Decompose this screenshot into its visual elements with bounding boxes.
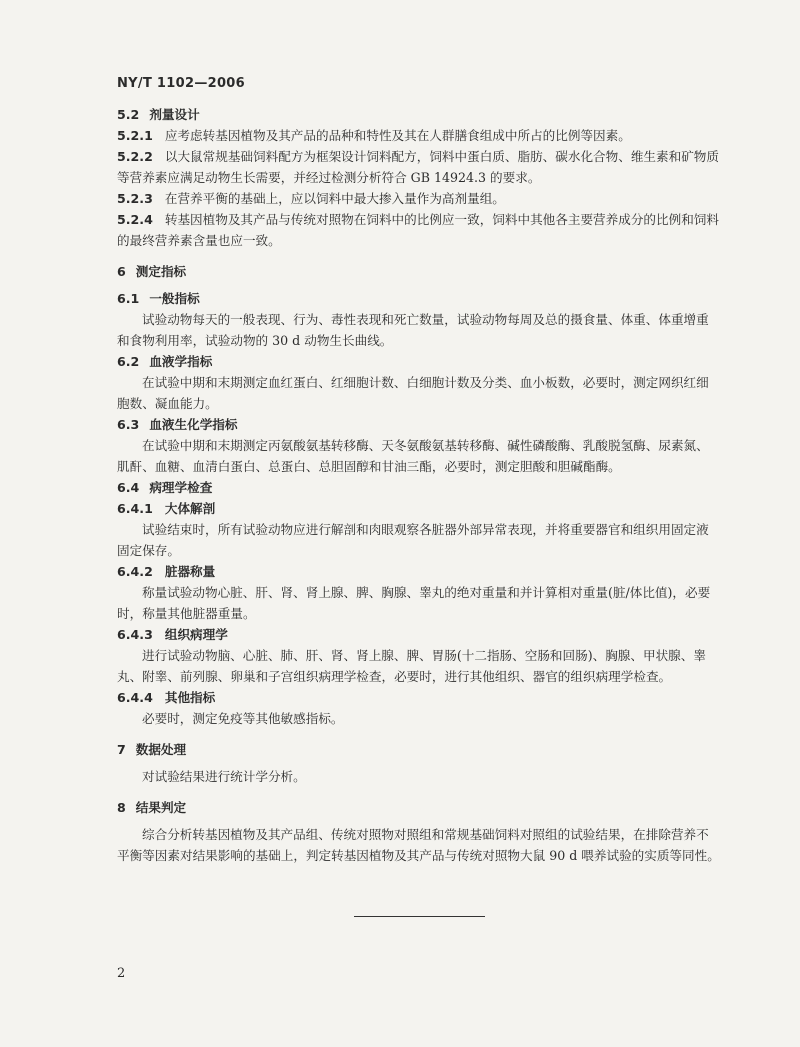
section-heading-6-1: 6.1 一般指标 xyxy=(117,291,200,306)
section-heading-5-2: 5.2 剂量设计 xyxy=(117,107,200,122)
paragraph-6-4-2: 称量试验动物心脏、肝、肾、肾上腺、脾、胸腺、睾丸的绝对重量和并计算相对重量(脏/体比值)，必要时，称量其他脏器重量。 xyxy=(117,585,711,621)
section-heading-7: 7 数据处理 xyxy=(117,742,187,757)
standard-code-header: NY/T 1102—2006 xyxy=(117,76,245,91)
page-number: 2 xyxy=(117,966,126,981)
paragraph-6-4-1: 试验结束时，所有试验动物应进行解剖和肉眼观察各脏器外部异常表现，并将重要器官和组织用固定液固定保存。 xyxy=(117,522,709,558)
section-heading-8: 8 结果判定 xyxy=(117,800,187,815)
paragraph-6-2: 在试验中期和末期测定血红蛋白、红细胞计数、白细胞计数及分类、血小板数，必要时，测定网织红细胞数、凝血能力。 xyxy=(117,375,709,411)
paragraph-6-4-3: 进行试验动物脑、心脏、肺、肝、肾、肾上腺、脾、胃肠(十二指肠、空肠和回肠)、胸腺、甲状腺、睾丸、附睾、前列腺、卵巢和子宫组织病理学检查，必要时，进行其他组织、器官的组织病理学检查。 xyxy=(117,648,706,684)
document-body xyxy=(117,104,720,866)
section-heading-6-4-2: 6.4.2 脏器称量 xyxy=(117,564,216,579)
paragraph-7: 对试验结果进行统计学分析。 xyxy=(142,769,306,784)
paragraph-6-3: 在试验中期和末期测定丙氨酸氨基转移酶、天冬氨酸氨基转移酶、碱性磷酸酶、乳酸脱氢酶、尿素氮、肌酐、血糖、血清白蛋白、总蛋白、总胆固醇和甘油三酯，必要时，测定胆酸和胆碱酯酶。 xyxy=(117,438,709,474)
section-heading-6-4-4: 6.4.4 其他指标 xyxy=(117,690,216,705)
paragraph-6-4-4: 必要时，测定免疫等其他敏感指标。 xyxy=(142,711,344,726)
end-of-document-rule xyxy=(354,916,485,917)
clause-5-2-1: 5.2.1 应考虑转基因植物及其产品的品种和特性及其在人群膳食组成中所占的比例等因素。 xyxy=(117,128,631,143)
paragraph-8: 综合分析转基因植物及其产品组、传统对照物对照组和常规基础饲料对照组的试验结果，在排除营养不平衡等因素对结果影响的基础上，判定转基因植物及其产品与传统对照物大鼠 90 d 喂养试验的实质等同性。 xyxy=(117,827,720,863)
clause-5-2-3: 5.2.3 在营养平衡的基础上，应以饲料中最大掺入量作为高剂量组。 xyxy=(117,191,505,206)
clause-5-2-2: 5.2.2 以大鼠常规基础饲料配方为框架设计饲料配方，饲料中蛋白质、脂肪、碳水化合物、维生素和矿物质等营养素应满足动物生长需要，并经过检测分析符合 GB 14924.3 的要求。 xyxy=(117,149,719,185)
clause-5-2-4: 5.2.4 转基因植物及其产品与传统对照物在饲料中的比例应一致，饲料中其他各主要营养成分的比例和饲料的最终营养素含量也应一致。 xyxy=(117,212,719,248)
section-heading-6-4-1: 6.4.1 大体解剖 xyxy=(117,501,216,516)
section-heading-6-4: 6.4 病理学检查 xyxy=(117,480,213,495)
paragraph-6-1: 试验动物每天的一般表现、行为、毒性表现和死亡数量，试验动物每周及总的摄食量、体重、体重增重和食物利用率，试验动物的 30 d 动物生长曲线。 xyxy=(117,312,709,348)
section-heading-6-3: 6.3 血液生化学指标 xyxy=(117,417,238,432)
section-heading-6-2: 6.2 血液学指标 xyxy=(117,354,213,369)
section-heading-6: 6 测定指标 xyxy=(117,264,187,279)
section-heading-6-4-3: 6.4.3 组织病理学 xyxy=(117,627,228,642)
